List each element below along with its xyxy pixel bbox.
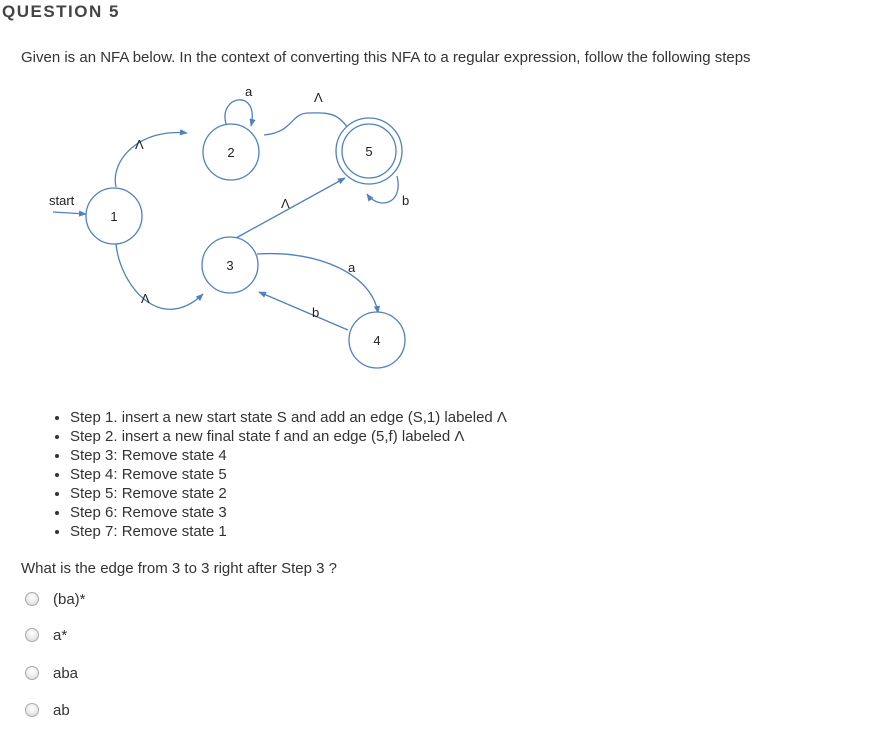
- step-item: • Step 6: Remove state 3: [70, 503, 507, 522]
- svg-text:4: 4: [373, 333, 381, 348]
- state-1: [86, 188, 142, 244]
- option-label: (ba)*: [53, 590, 86, 608]
- step-item: • Step 7: Remove state 1: [70, 522, 507, 541]
- step-item: • Step 2. insert a new final state f and an edge (5,f) labeled Λ: [70, 427, 507, 446]
- steps-list: [48, 408, 507, 541]
- edge-3-5: [236, 178, 345, 238]
- step-item: • Step 1. insert a new start state S and add an edge (S,1) labeled Λ: [70, 408, 507, 427]
- step-item: • Step 4: Remove state 5: [70, 465, 507, 484]
- loop-2-label: a: [245, 84, 253, 99]
- state-4: [349, 312, 405, 368]
- loop-2: [225, 100, 252, 126]
- svg-text:3: 3: [226, 258, 234, 273]
- svg-text:2: 2: [227, 145, 235, 160]
- question-ask: What is the edge from 3 to 3 right after Step 3 ?: [21, 560, 338, 577]
- loop-5-label: b: [402, 193, 410, 208]
- step-item: • Step 5: Remove state 2: [70, 484, 507, 503]
- option-label: ab: [53, 701, 70, 719]
- edge-1-2: [115, 132, 187, 187]
- answer-option[interactable]: [25, 588, 86, 610]
- state-3: [202, 237, 258, 293]
- step-item: • Step 3: Remove state 4: [70, 446, 507, 465]
- start-arrow: [53, 212, 86, 214]
- edge-3-5-label: Λ: [281, 196, 290, 211]
- question-header: QUESTION 5: [2, 2, 120, 21]
- answer-option[interactable]: [25, 662, 78, 684]
- state-2: [203, 124, 259, 180]
- svg-text:5: 5: [365, 144, 373, 159]
- question-prompt: Given is an NFA below. In the context of converting this NFA to a regular expression, follow the following steps: [21, 49, 751, 66]
- radio-button[interactable]: [25, 628, 39, 642]
- edge-3-4-label: a: [348, 260, 356, 275]
- edge-2-5-label: Λ: [314, 90, 323, 105]
- edge-1-3: [116, 244, 203, 309]
- nfa-diagram: [0, 80, 872, 380]
- edge-4-3: [259, 292, 348, 330]
- answer-option[interactable]: [25, 624, 67, 646]
- option-label: aba: [53, 664, 79, 682]
- edge-1-2-label: Λ: [135, 137, 144, 152]
- option-label: a*: [53, 626, 68, 644]
- radio-button[interactable]: [25, 703, 39, 717]
- edge-1-3-label: Λ: [141, 291, 150, 306]
- radio-button[interactable]: [25, 666, 39, 680]
- radio-button[interactable]: [25, 592, 39, 606]
- state-5-final: [336, 118, 402, 184]
- start-label: start: [49, 193, 75, 208]
- answer-option[interactable]: [25, 699, 70, 721]
- edge-2-5: [264, 113, 352, 135]
- edge-4-3-label: b: [312, 305, 320, 320]
- svg-text:1: 1: [110, 209, 118, 224]
